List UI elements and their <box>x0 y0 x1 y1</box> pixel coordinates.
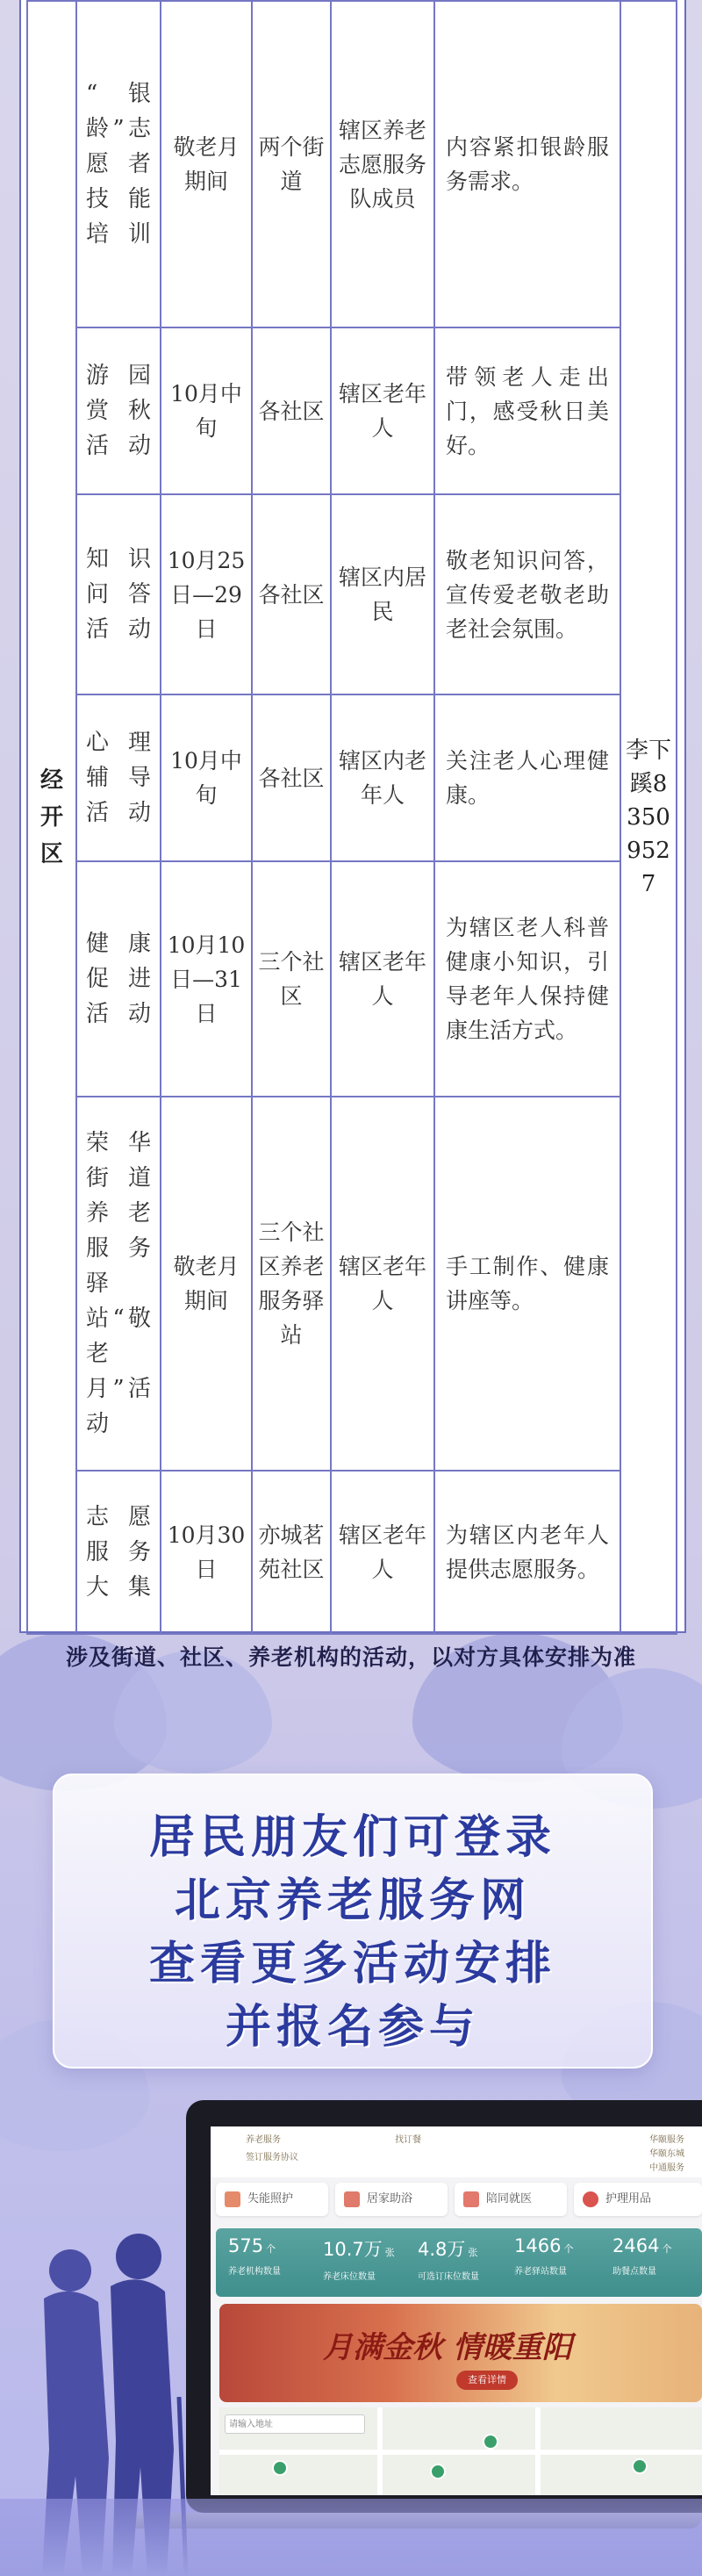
top-link[interactable]: 华颐服务 <box>649 2135 684 2145</box>
stat-number: 4.8万 <box>418 2239 466 2260</box>
table-row <box>27 494 677 694</box>
nav-disability-care[interactable] <box>216 2183 328 2216</box>
bath-icon <box>344 2191 360 2207</box>
stat-item <box>612 2235 671 2277</box>
stat-number: 1466 <box>514 2235 562 2256</box>
table-row <box>27 1097 677 1471</box>
table-row <box>27 861 677 1097</box>
activity-target: 辖区内居民 <box>331 494 434 694</box>
activity-name: 心理辅导活动 <box>76 694 161 861</box>
stat-unit: 个 <box>662 2243 672 2255</box>
top-link[interactable]: 华颐东城 <box>649 2149 684 2159</box>
website-top-links <box>211 2126 702 2177</box>
activity-content: 关注老人心理健康。 <box>434 694 620 861</box>
website-screen <box>211 2126 702 2495</box>
activity-time: 敬老月期间 <box>161 1097 252 1471</box>
top-link[interactable]: 签订服务协议 <box>246 2153 298 2162</box>
stat-item <box>323 2235 395 2282</box>
map-pin-icon[interactable] <box>632 2458 648 2474</box>
top-link[interactable]: 养老服务 <box>246 2135 281 2145</box>
contact-cell <box>620 1 677 1634</box>
activity-table <box>26 0 677 1635</box>
table-row <box>27 327 677 494</box>
info-box <box>53 1774 653 2069</box>
stats-panel <box>216 2228 702 2297</box>
activity-target: 辖区老年人 <box>331 861 434 1097</box>
disability-care-icon <box>225 2191 240 2207</box>
activity-name: 健康促进活动 <box>76 861 161 1097</box>
contact-label: 李下蹊83509527 <box>626 738 672 897</box>
activity-time: 10月10日—31日 <box>161 861 252 1097</box>
disclaimer-note: 涉及街道、社区、养老机构的活动，以对方具体安排为准 <box>65 1644 636 1670</box>
activity-time: 10月30日 <box>161 1471 252 1634</box>
activity-name: 荣华街道养老服务驿站“敬老月”活动 <box>76 1097 161 1471</box>
stat-item <box>228 2235 281 2277</box>
stat-item <box>514 2235 573 2277</box>
top-link[interactable]: 找订餐 <box>395 2135 421 2145</box>
service-map[interactable] <box>219 2407 702 2495</box>
map-search-input[interactable] <box>225 2414 365 2434</box>
banner-title: 月满金秋 情暖重阳 <box>323 2330 572 2365</box>
activity-time: 敬老月期间 <box>161 1 252 327</box>
stat-unit: 张 <box>468 2247 478 2258</box>
stat-label: 可选订床位数量 <box>418 2272 479 2282</box>
table-row <box>27 694 677 861</box>
activity-place: 亦城茗苑社区 <box>252 1471 331 1634</box>
info-line-2: 北京养老服务网 <box>174 1874 531 1927</box>
activity-name: “银龄”志愿者技能培训 <box>76 1 161 327</box>
festival-banner[interactable] <box>219 2304 702 2402</box>
activity-content: 带领老人走出门，感受秋日美好。 <box>434 327 620 494</box>
stat-label: 养老驿站数量 <box>514 2267 567 2277</box>
banner-details-button[interactable]: 查看详情 <box>456 2371 518 2390</box>
stat-label: 养老床位数量 <box>323 2272 376 2282</box>
service-nav <box>216 2183 702 2221</box>
nav-home-bath[interactable] <box>335 2183 448 2216</box>
activity-target: 辖区内老年人 <box>331 694 434 861</box>
stat-number: 575 <box>228 2235 264 2256</box>
stat-number: 10.7万 <box>323 2239 383 2260</box>
activity-time: 10月25日—29日 <box>161 494 252 694</box>
activity-name: 志愿服务大集 <box>76 1471 161 1634</box>
activity-place: 各社区 <box>252 494 331 694</box>
district-label: 经开区 <box>39 767 63 867</box>
nav-label: 陪同就医 <box>486 2192 533 2205</box>
activity-time: 10月中旬 <box>161 327 252 494</box>
activity-content: 敬老知识问答，宣传爱老敬老助老社会氛围。 <box>434 494 620 694</box>
nav-label: 失能照护 <box>247 2192 294 2205</box>
info-line-1: 居民朋友们可登录 <box>148 1810 556 1864</box>
info-line-3: 查看更多活动安排 <box>148 1937 556 1990</box>
info-line-4: 并报名参与 <box>225 2000 480 2054</box>
shield-icon <box>583 2191 598 2207</box>
table-row <box>27 1 677 327</box>
activity-content: 为辖区老人科普健康小知识，引导老年人保持健康生活方式。 <box>434 861 620 1097</box>
activity-target: 辖区老年人 <box>331 1471 434 1634</box>
activity-time: 10月中旬 <box>161 694 252 861</box>
nav-label: 居家助浴 <box>367 2192 413 2205</box>
activity-place: 各社区 <box>252 694 331 861</box>
stat-label: 养老机构数量 <box>228 2267 281 2277</box>
activity-target: 辖区养老志愿服务队成员 <box>331 1 434 327</box>
activity-place: 两个街道 <box>252 1 331 327</box>
nav-medical-escort[interactable] <box>455 2183 567 2216</box>
nav-care-supplies[interactable] <box>574 2183 702 2216</box>
district-cell <box>27 1 76 1634</box>
stat-unit: 张 <box>384 2247 395 2258</box>
nav-label: 护理用品 <box>605 2192 652 2205</box>
activity-target: 辖区老年人 <box>331 1097 434 1471</box>
ground-gradient <box>0 2499 702 2576</box>
activity-name: 知识问答活动 <box>76 494 161 694</box>
stat-label: 助餐点数量 <box>612 2267 656 2277</box>
map-pin-icon[interactable] <box>430 2464 446 2479</box>
top-link[interactable]: 中通服务 <box>649 2163 684 2173</box>
activity-target: 辖区老年人 <box>331 327 434 494</box>
escort-icon <box>463 2191 479 2207</box>
stat-number: 2464 <box>612 2235 660 2256</box>
activity-content: 手工制作、健康讲座等。 <box>434 1097 620 1471</box>
activity-name: 游园赏秋活动 <box>76 327 161 494</box>
map-pin-icon[interactable] <box>483 2434 498 2450</box>
activity-content: 为辖区内老年人提供志愿服务。 <box>434 1471 620 1634</box>
map-pin-icon[interactable] <box>272 2460 288 2476</box>
stat-item <box>418 2235 479 2282</box>
table-row <box>27 1471 677 1634</box>
stat-unit: 个 <box>266 2243 276 2255</box>
activity-place: 三个社区 <box>252 861 331 1097</box>
stat-unit: 个 <box>563 2243 574 2255</box>
activity-place: 各社区 <box>252 327 331 494</box>
activity-content: 内容紧扣银龄服务需求。 <box>434 1 620 327</box>
activity-place: 三个社区养老服务驿站 <box>252 1097 331 1471</box>
